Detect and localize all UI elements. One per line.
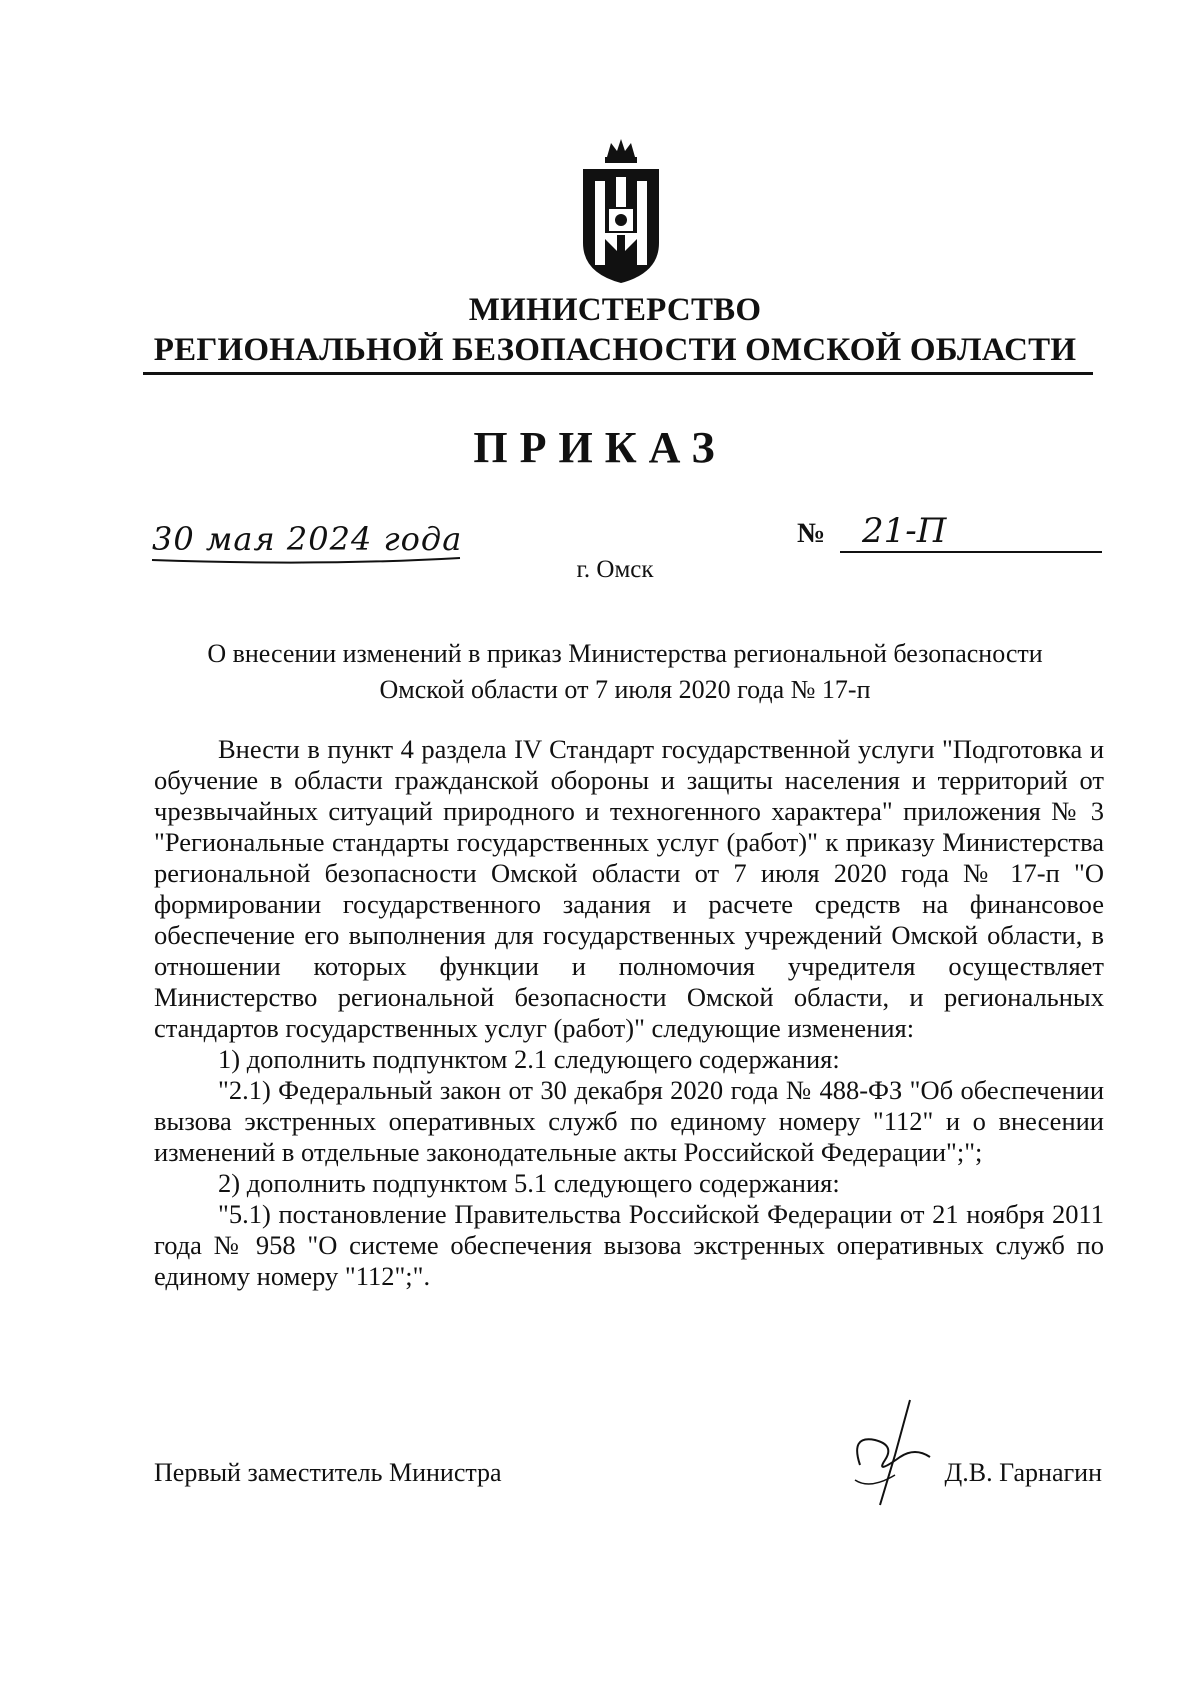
order-subject <box>150 636 1100 708</box>
body-paragraph: "5.1) постановление Правительства Российской Федерации от 21 ноября 2011 года № 958 "О системе обеспечения вызова экстренных оперативных служб по единому номеру "112";". <box>154 1199 1104 1291</box>
body-paragraph: "2.1) Федеральный закон от 30 декабря 2020 года № 488-ФЗ "Об обеспечении вызова экстренных оперативных служб по единому номеру "112" и о внесении изменений в отдельные законодательные акты Российской Федерации";"; <box>154 1075 1104 1167</box>
subject-line1: О внесении изменений в приказ Министерства региональной безопасности <box>207 639 1043 668</box>
subject-line2: Омской области от 7 июля 2020 года № 17-п <box>379 675 871 704</box>
svg-text:21-П: 21-П <box>862 511 947 551</box>
signer-position: Первый заместитель Министра <box>154 1458 502 1487</box>
svg-text:30 мая 2024 года: 30 мая 2024 года <box>152 520 463 558</box>
handwritten-signature <box>840 1395 950 1510</box>
body-paragraph: 2) дополнить подпунктом 5.1 следующего содержания: <box>218 1168 840 1198</box>
body-paragraph: Внести в пункт 4 раздела IV Стандарт государственной услуги "Подготовка и обучение в области гражданской обороны и защиты населения и территорий от чрезвычайных ситуаций природного и техногенного характера" приложения № 3 "Региональные стандарты государственных услуг (работ)" к приказу Министерства региональной безопасности Омской области от 7 июля 2020 года № 17-п "О формировании государственного задания и расчете средств на финансовое обеспечение его выполнения для государственных учреждений Омской области, в отношении которых функции и полномочия учредителя осуществляет Министерство региональной безопасности Омской области, и региональных стандартов государственных услуг (работ)" следующие изменения: <box>154 734 1104 1043</box>
handwritten-number <box>860 508 980 553</box>
signer-name: Д.В. Гарнагин <box>944 1458 1102 1487</box>
document-type-title: ПРИКАЗ <box>473 423 727 472</box>
order-body <box>154 734 1104 1292</box>
ministry-name-line1: МИНИСТЕРСТВО <box>468 292 762 328</box>
city: г. Омск <box>576 556 654 583</box>
header-divider <box>143 372 1093 375</box>
ministry-name-line2: РЕГИОНАЛЬНОЙ БЕЗОПАСНОСТИ ОМСКОЙ ОБЛАСТИ <box>153 332 1077 368</box>
number-label: № <box>797 518 826 549</box>
coat-of-arms-icon <box>577 135 665 285</box>
body-paragraph: 1) дополнить подпунктом 2.1 следующего содержания: <box>218 1044 840 1074</box>
